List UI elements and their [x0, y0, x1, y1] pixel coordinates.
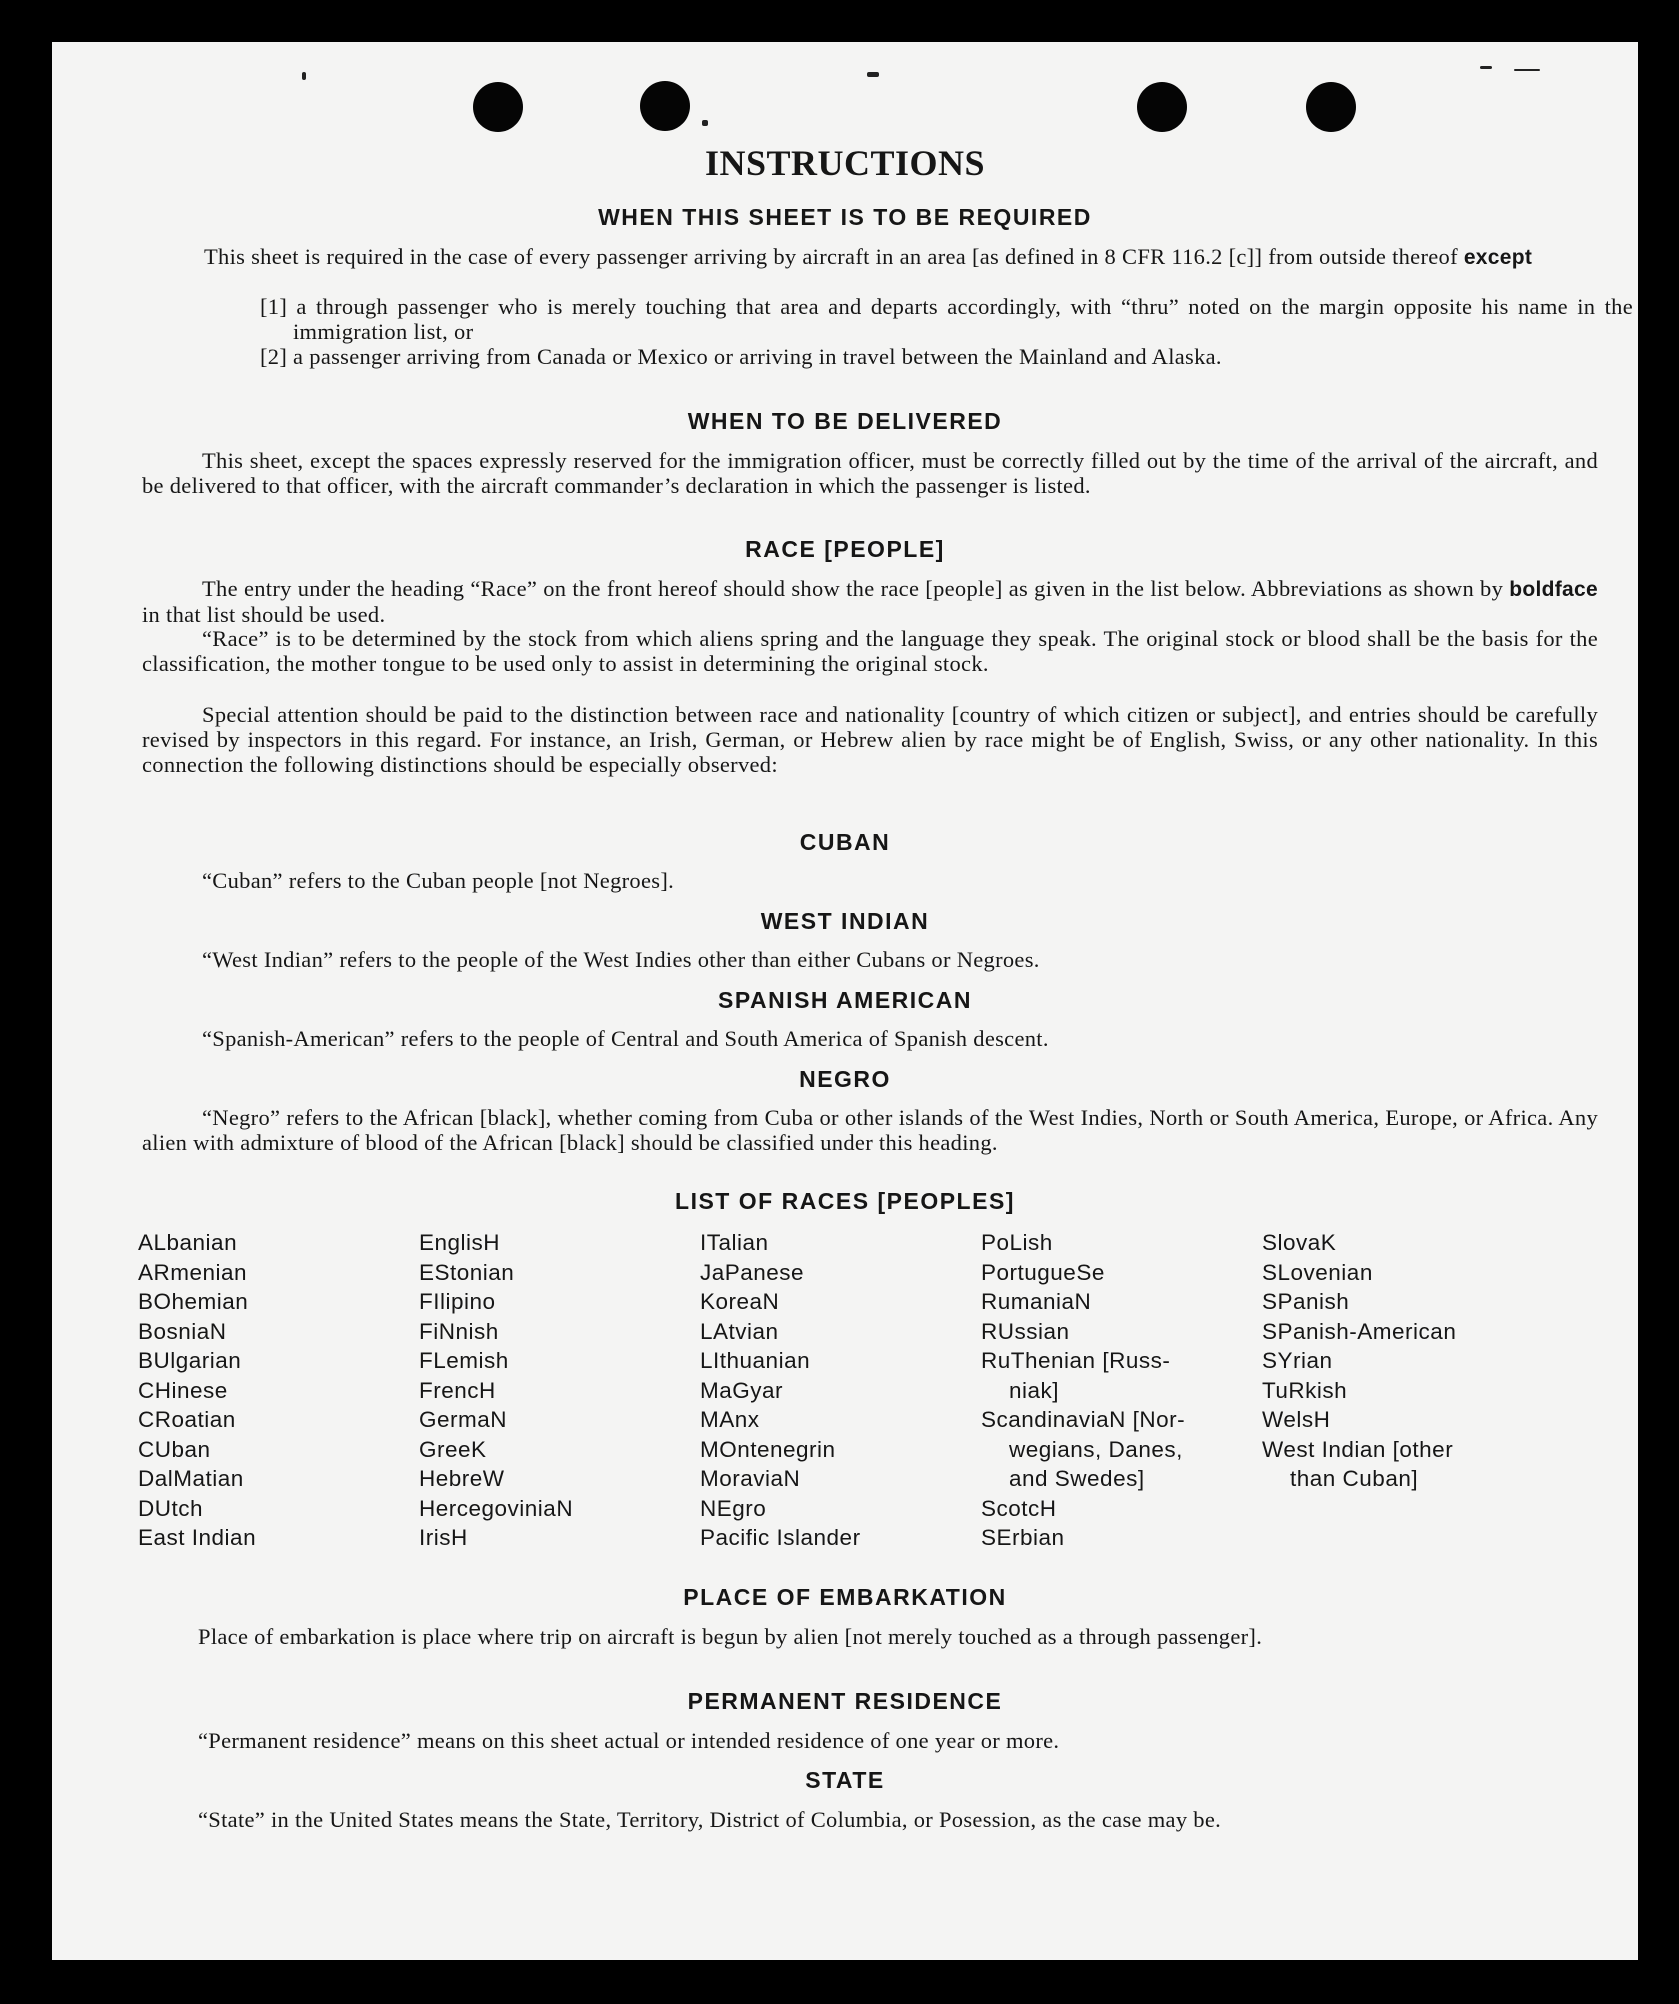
race-item: SYrian	[1262, 1348, 1333, 1373]
page-title: INSTRUCTIONS	[704, 143, 986, 183]
race-item: CHinese	[138, 1377, 228, 1403]
speck	[867, 72, 879, 77]
race-item: MaGyar	[700, 1377, 784, 1403]
race-item: BosniaN	[138, 1318, 227, 1344]
race-item: EnglisH	[419, 1230, 501, 1255]
races-column-3	[700, 1228, 981, 1553]
punch-hole	[1137, 82, 1187, 132]
speck	[1514, 69, 1540, 71]
cuban-text	[142, 868, 1598, 893]
race-item: ScotcH	[981, 1495, 1057, 1521]
race-item: WelsH	[1262, 1407, 1331, 1432]
embarkation-text	[138, 1624, 1594, 1649]
exception-item-2: [2] a passenger arriving from Canada or Mexico or arriving in travel between the Mainland and Alaska.	[260, 344, 1222, 369]
race-item: ScandinaviaN [Nor-	[981, 1407, 1186, 1432]
race-p1-end: in that list should be used.	[142, 602, 386, 627]
spanish-american-body: “Spanish-American” refers to the people of Central and South America of Spanish descent.	[202, 1026, 1049, 1051]
race-item: HebreW	[419, 1466, 505, 1491]
races-column-5	[1262, 1228, 1543, 1553]
when-delivered-text	[142, 448, 1598, 498]
exception-item-1: [1] a through passenger who is merely touching that area and departs accordingly, with “thru” noted on the margin opposite his name in the immigration list, or	[260, 294, 1633, 344]
race-item: LIthuanian	[700, 1348, 811, 1373]
race-item-continued: wegians, Danes,	[1009, 1436, 1183, 1462]
race-item: MOntenegrin	[700, 1436, 836, 1462]
race-paragraph-1	[142, 576, 1598, 627]
section-heading-when-delivered: WHEN TO BE DELIVERED	[687, 408, 1003, 434]
race-item: PortugueSe	[981, 1259, 1105, 1285]
race-item: FIlipino	[419, 1289, 496, 1314]
race-item: West Indian [other	[1262, 1436, 1454, 1462]
race-item-continued: than Cuban]	[1290, 1466, 1419, 1491]
spanish-american-text	[142, 1026, 1598, 1051]
negro-body: “Negro” refers to the African [black], whether coming from Cuba or other islands of the West Indies, North or South America, Europe, or Africa. Any alien with admixture of blood of the African [black] should be classified under this heading.	[142, 1105, 1598, 1155]
race-item: CUban	[138, 1436, 211, 1462]
state-text	[138, 1807, 1594, 1832]
race-item: KoreaN	[700, 1289, 780, 1314]
race-item: Pacific Islander	[700, 1525, 861, 1550]
race-item: GreeK	[419, 1436, 487, 1462]
races-column-1	[138, 1228, 419, 1553]
races-column-2	[419, 1228, 700, 1553]
race-item: SErbian	[981, 1525, 1065, 1550]
race-item: MoraviaN	[700, 1466, 801, 1491]
punch-hole	[473, 82, 523, 132]
races-column-4	[981, 1228, 1262, 1553]
race-item: FLemish	[419, 1348, 509, 1373]
punch-hole	[1306, 82, 1356, 132]
race-item: EStonian	[419, 1259, 515, 1285]
west-indian-text	[142, 947, 1598, 972]
section-heading-embarkation: PLACE OF EMBARKATION	[683, 1584, 1007, 1610]
residence-body: “Permanent residence” means on this sheet actual or intended residence of one year or more.	[198, 1728, 1060, 1753]
speck	[702, 120, 708, 126]
races-list	[138, 1228, 1578, 1553]
race-item: HercegoviniaN	[419, 1495, 574, 1521]
race-item: LAtvian	[700, 1318, 779, 1344]
race-item: SPanish	[1262, 1289, 1350, 1314]
race-item: BUlgarian	[138, 1348, 242, 1373]
race-item: BOhemian	[138, 1289, 249, 1314]
race-item: NEgro	[700, 1495, 767, 1521]
punch-hole	[640, 81, 690, 131]
race-item: PoLish	[981, 1230, 1053, 1255]
race-item: SlovaK	[1262, 1230, 1337, 1255]
embarkation-body: Place of embarkation is place where trip on aircraft is begun by alien [not merely touched as a through passenger].	[198, 1624, 1263, 1649]
race-item: CRoatian	[138, 1407, 236, 1432]
cuban-body: “Cuban” refers to the Cuban people [not Negroes].	[202, 868, 675, 893]
race-item: GermaN	[419, 1407, 508, 1432]
race-p2-text: “Race” is to be determined by the stock from which aliens spring and the language they speak. The original stock or blood shall be the basis for the classification, the mother tongue to be used only to assist in determining the original stock.	[142, 626, 1598, 676]
section-heading-when-required: WHEN THIS SHEET IS TO BE REQUIRED	[598, 204, 1092, 230]
negro-text	[142, 1105, 1598, 1155]
race-item: RumaniaN	[981, 1289, 1092, 1314]
race-item: ITalian	[700, 1230, 769, 1255]
section-heading-spanish-american: SPANISH AMERICAN	[717, 987, 972, 1013]
boldface-word: boldface	[1509, 578, 1598, 601]
when-delivered-body: This sheet, except the spaces expressly reserved for the immigration officer, must be correctly filled out by the time of the arrival of the aircraft, and be delivered to that officer, with the aircraft commander’s declaration in which the passenger is listed.	[142, 448, 1598, 498]
race-p3-text: Special attention should be paid to the distinction between race and nationality [country of which citizen or subject], and entries should be carefully revised by inspectors in this regard. For instance, an Irish, German, or Hebrew alien by race might be of English, Swiss, or any other nationality. In this connection the following distinctions should be especially observed:	[142, 702, 1598, 777]
instruction-sheet	[52, 42, 1638, 1960]
residence-text	[138, 1728, 1594, 1753]
section-heading-residence: PERMANENT RESIDENCE	[687, 1688, 1003, 1714]
race-item: FiNnish	[419, 1318, 499, 1344]
state-body: “State” in the United States means the State, Territory, District of Columbia, or Posession, as the case may be.	[198, 1807, 1222, 1832]
race-item: SPanish-American	[1262, 1318, 1457, 1344]
section-heading-state: STATE	[805, 1767, 885, 1793]
race-item: TuRkish	[1262, 1377, 1348, 1403]
section-heading-cuban: CUBAN	[799, 829, 891, 855]
west-indian-body: “West Indian” refers to the people of the West Indies other than either Cubans or Negroes.	[202, 947, 1040, 972]
speck	[302, 72, 306, 80]
section-heading-west-indian: WEST INDIAN	[760, 908, 930, 934]
race-item: RuThenian [Russ-	[981, 1348, 1171, 1373]
race-item: ARmenian	[138, 1259, 248, 1285]
race-item: RUssian	[981, 1318, 1070, 1344]
race-item: IrisH	[419, 1525, 468, 1550]
race-item: SLovenian	[1262, 1259, 1373, 1285]
speck	[1480, 66, 1492, 69]
race-item-continued: niak]	[1009, 1377, 1060, 1403]
race-item: ALbanian	[138, 1230, 238, 1255]
section-heading-negro: NEGRO	[799, 1066, 891, 1092]
when-required-intro	[148, 244, 1600, 270]
race-p1-text: The entry under the heading “Race” on the front hereof should show the race [people] as given in the list below. Abbreviations as shown by	[202, 576, 1504, 601]
when-required-intro-text: This sheet is required in the case of every passenger arriving by aircraft in an area [as defined in 8 CFR 116.2 [c]] from outside thereof	[204, 244, 1458, 269]
race-item: MAnx	[700, 1407, 760, 1432]
except-word: except	[1463, 246, 1533, 269]
race-paragraph-3	[142, 702, 1598, 777]
race-item: DUtch	[138, 1495, 204, 1521]
section-heading-race: RACE [PEOPLE]	[745, 536, 945, 562]
race-item: DalMatian	[138, 1466, 244, 1491]
race-item: East Indian	[138, 1525, 257, 1550]
race-item: FrencH	[419, 1377, 496, 1403]
race-paragraph-2	[142, 626, 1598, 676]
race-item-continued: and Swedes]	[1009, 1466, 1145, 1491]
section-heading-list-of-races: LIST OF RACES [PEOPLES]	[675, 1188, 1015, 1214]
race-item: JaPanese	[700, 1259, 805, 1285]
